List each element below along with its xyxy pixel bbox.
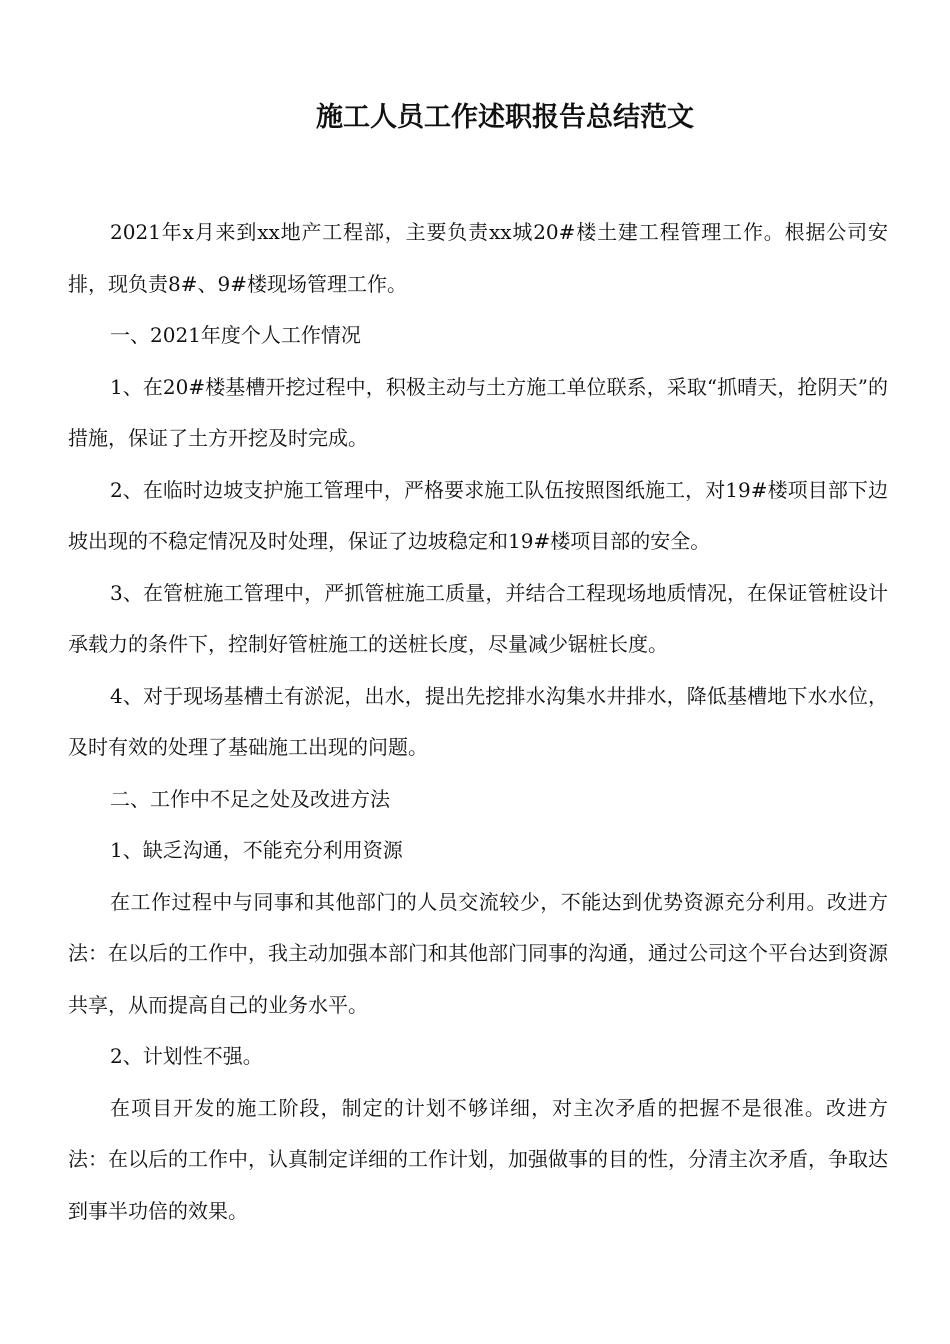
subheading-1: 1、缺乏沟通，不能充分利用资源: [110, 838, 403, 862]
paragraph-intro: 2021年x月来到xx地产工程部，主要负责xx城20#楼土建工程管理工作。根据公司安排，现负责8#、9#楼现场管理工作。: [68, 220, 888, 296]
paragraph-planning: 在项目开发的施工阶段，制定的计划不够详细，对主次矛盾的把握不是很准。改进方法：在以后的工作中，认真制定详细的工作计划，加强做事的目的性，分清主次矛盾，争取达到事半功倍的效果。: [68, 1095, 888, 1223]
document-title: 施工人员工作述职报告总结范文: [316, 102, 694, 133]
paragraph-item-2: 2、在临时边坡支护施工管理中，严格要求施工队伍按照图纸施工，对19#楼项目部下边坡出现的不稳定情况及时处理，保证了边坡稳定和19#楼项目部的安全。: [68, 477, 888, 553]
document-body: [68, 207, 888, 1237]
paragraph-item-3: 3、在管桩施工管理中，严抓管桩施工质量，并结合工程现场地质情况，在保证管桩设计承载力的条件下，控制好管桩施工的送桩长度，尽量减少锯桩长度。: [68, 580, 888, 656]
subheading-2: 2、计划性不强。: [110, 1044, 263, 1068]
section-heading-2: 二、工作中不足之处及改进方法: [110, 786, 390, 811]
paragraph-item-4: 4、对于现场基槽土有淤泥，出水，提出先挖排水沟集水井排水，降低基槽地下水水位，及时有效的处理了基础施工出现的问题。: [68, 683, 888, 759]
paragraph-communication: 在工作过程中与同事和其他部门的人员交流较少，不能达到优势资源充分利用。改进方法：在以后的工作中，我主动加强本部门和其他部门同事的沟通，通过公司这个平台达到资源共享，从而提高自己的业务水平。: [68, 889, 888, 1017]
paragraph-item-1: 1、在20#楼基槽开挖过程中，积极主动与土方施工单位联系，采取“抓晴天，抢阴天”的措施，保证了土方开挖及时完成。: [68, 374, 888, 450]
section-heading-1: 一、2021年度个人工作情况: [110, 323, 361, 347]
